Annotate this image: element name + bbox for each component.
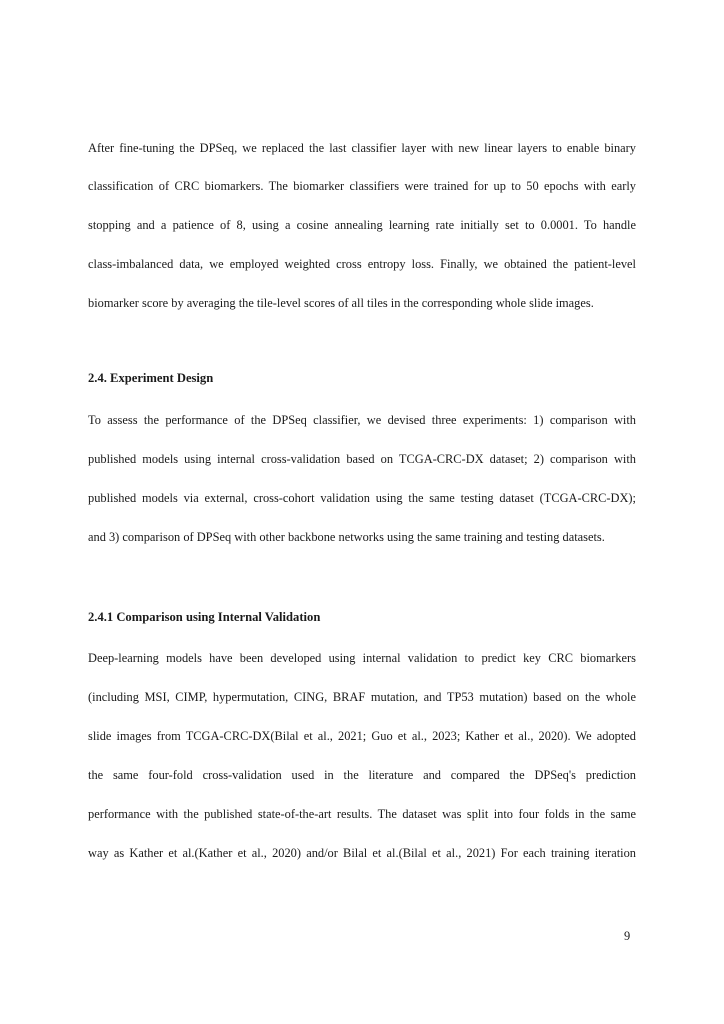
text-line: published models via external, cross-cohort validation using the same testing dataset (TCGA-CRC-DX); <box>88 491 636 505</box>
text-line: Deep-learning models have been developed using internal validation to predict key CRC biomarkers <box>88 651 636 665</box>
text-line: To assess the performance of the DPSeq classifier, we devised three experiments: 1) comparison with <box>88 413 636 427</box>
text-line: After fine-tuning the DPSeq, we replaced the last classifier layer with new linear layers to enable binary <box>88 141 636 155</box>
text-line: slide images from TCGA-CRC-DX(Bilal et al., 2021; Guo et al., 2023; Kather et al., 2020). We adopted <box>88 729 636 743</box>
text-line: published models using internal cross-validation based on TCGA-CRC-DX dataset; 2) comparison with <box>88 452 636 466</box>
page-number: 9 <box>624 929 631 943</box>
text-line: class-imbalanced data, we employed weighted cross entropy loss. Finally, we obtained the patient-level <box>88 257 636 271</box>
text-line: (including MSI, CIMP, hypermutation, CING, BRAF mutation, and TP53 mutation) based on the whole <box>88 690 636 704</box>
text-line: and 3) comparison of DPSeq with other backbone networks using the same training and testing datasets. <box>88 530 605 544</box>
text-line: performance with the published state-of-the-art results. The dataset was split into four folds in the same <box>88 807 636 821</box>
text-line: stopping and a patience of 8, using a cosine annealing learning rate initially set to 0.0001. To handle <box>88 218 636 232</box>
text-line: the same four-fold cross-validation used in the literature and compared the DPSeq's prediction <box>88 768 636 782</box>
text-line: way as Kather et al.(Kather et al., 2020) and/or Bilal et al.(Bilal et al., 2021) For each training iteration <box>88 846 636 860</box>
text-line: biomarker score by averaging the tile-level scores of all tiles in the corresponding whole slide images. <box>88 296 594 310</box>
section-heading-internal-validation: 2.4.1 Comparison using Internal Validation <box>88 610 321 624</box>
section-heading-experiment-design: 2.4. Experiment Design <box>88 371 214 385</box>
text-line: classification of CRC biomarkers. The biomarker classifiers were trained for up to 50 epochs with early <box>88 179 636 193</box>
